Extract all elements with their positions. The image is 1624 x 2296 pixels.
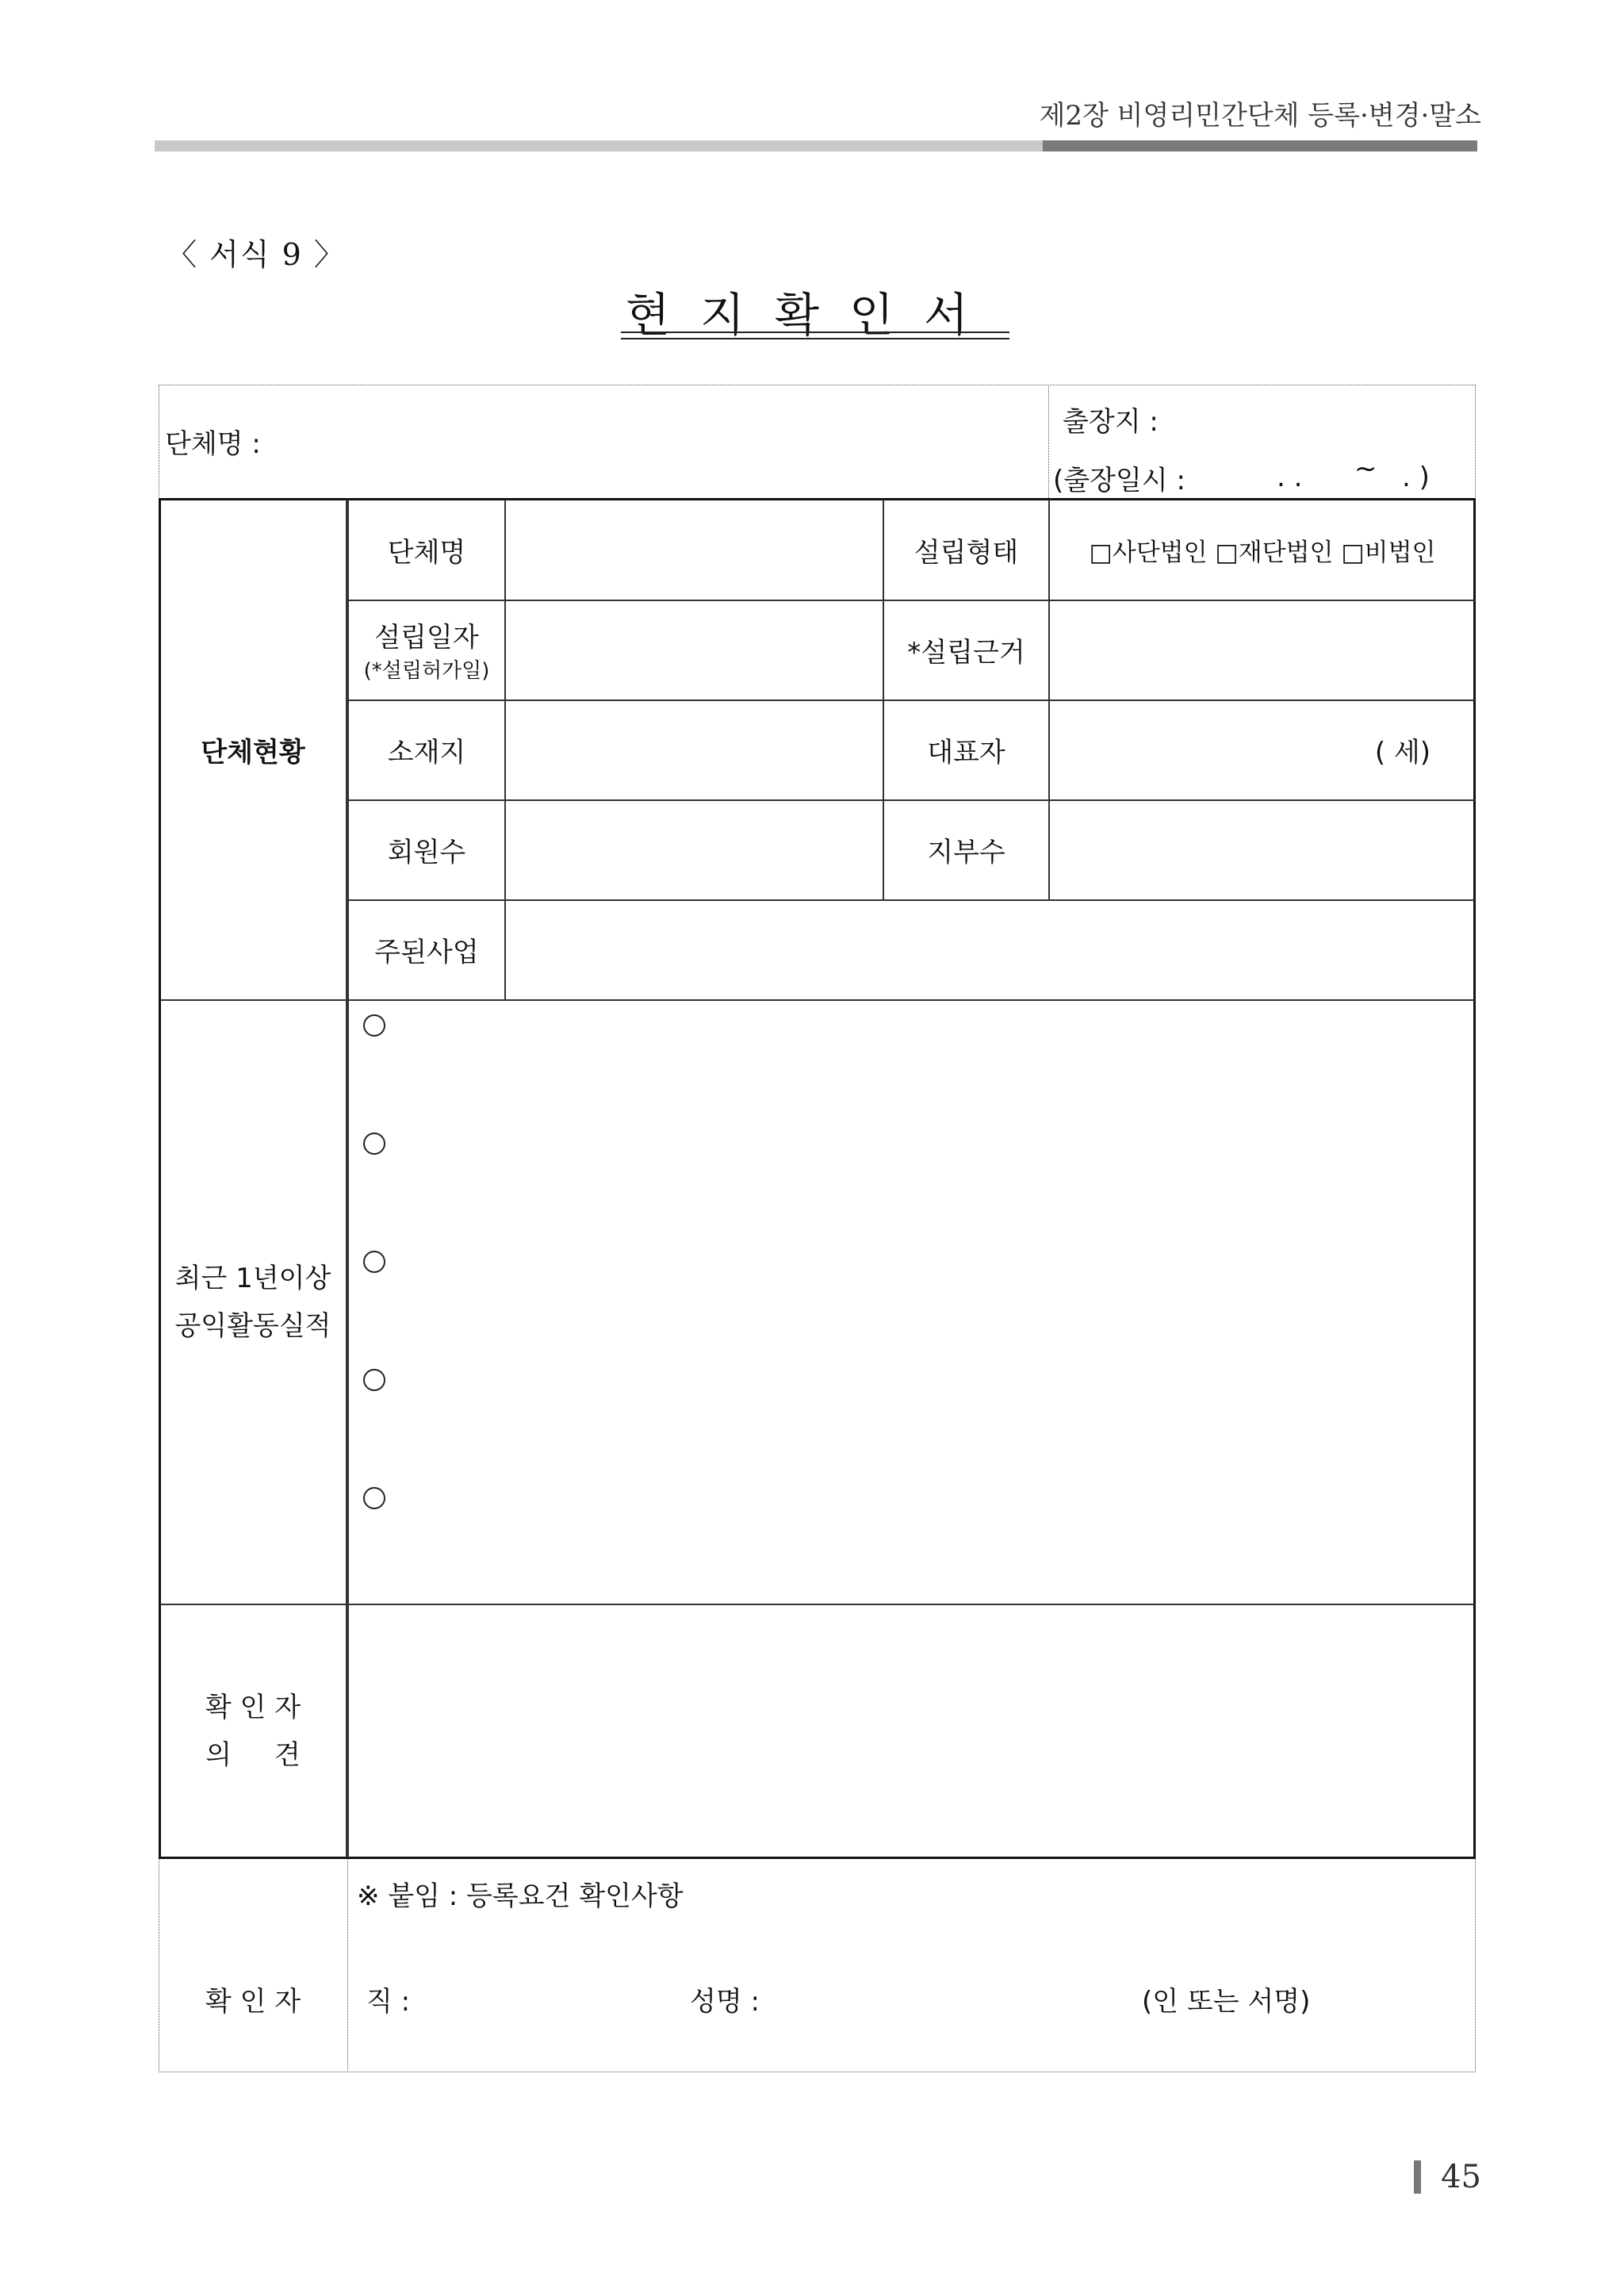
- activity-area[interactable]: [350, 1001, 1475, 1604]
- opinion-section-label: [160, 1605, 346, 1857]
- founding-type-options[interactable]: □사단법인 □재단법인 □비법인: [1089, 538, 1436, 567]
- activity-bullet-3: [363, 1251, 385, 1273]
- representative-age[interactable]: ( 세): [1374, 736, 1431, 769]
- form-label: 〈 서식 9 〉: [167, 237, 346, 272]
- trip-date-tilde: ~: [1354, 453, 1377, 485]
- location-value[interactable]: [506, 700, 883, 799]
- branches-value[interactable]: [1050, 799, 1475, 899]
- page-number-bar: [1414, 2160, 1421, 2194]
- founding-date-value[interactable]: [506, 600, 883, 700]
- founding-date-label: [349, 600, 504, 700]
- founding-date-note: (*설립허가일): [363, 659, 490, 683]
- header-rule-dark: [1043, 140, 1477, 151]
- activity-bullet-4: [363, 1369, 385, 1391]
- activity-label-line2: 공익활동실적: [174, 1310, 331, 1342]
- opinion-label-line2: 의 견: [205, 1739, 301, 1771]
- activity-bullet-2: [363, 1133, 385, 1155]
- founding-type-label: 설립형태: [914, 536, 1019, 569]
- org-name-field[interactable]: 단체명 :: [165, 427, 261, 460]
- founding-basis-label: *설립근거: [907, 636, 1025, 669]
- founding-date-text: 설립일자: [374, 622, 479, 654]
- main-business-label: 주된사업: [374, 936, 479, 968]
- attachment-note: ※ 붙임 : 등록요건 확인사항: [357, 1880, 684, 1912]
- opinion-area[interactable]: [350, 1605, 1475, 1857]
- activity-label-line1: 최근 1년이상: [174, 1263, 331, 1294]
- opinion-label-line1: 확 인 자: [205, 1692, 301, 1723]
- running-header: 제2장 비영리민간단체 등록·변경·말소: [1039, 100, 1481, 132]
- org-name-label: 단체명: [387, 536, 466, 569]
- main-business-value[interactable]: [506, 899, 1475, 999]
- confirmer-label: 확 인 자: [205, 1985, 301, 2018]
- top-row-divider: [1048, 385, 1049, 498]
- founding-basis-value[interactable]: [1050, 600, 1475, 700]
- location-label: 소재지: [387, 736, 466, 769]
- activity-bullet-5: [363, 1487, 385, 1509]
- position-field[interactable]: 직 :: [366, 1985, 411, 2018]
- members-label: 회원수: [387, 836, 466, 868]
- status-section-label: 단체현황: [201, 736, 305, 769]
- activity-section-label: [160, 1001, 346, 1604]
- representative-label: 대표자: [927, 736, 1005, 769]
- trip-date-dots: . .: [1277, 462, 1303, 493]
- name-field[interactable]: 성명 :: [690, 1985, 760, 2018]
- header-rule-light: [155, 140, 1043, 151]
- title-underline: [621, 332, 1009, 333]
- branches-label: 지부수: [927, 836, 1005, 868]
- form-title: 현지확인서: [625, 288, 999, 342]
- activity-bullet-1: [363, 1014, 385, 1037]
- page-number: 45: [1441, 2159, 1481, 2195]
- trip-date-label: (출장일시 :: [1053, 464, 1185, 496]
- trip-date-end: . ): [1402, 462, 1430, 493]
- seal-field[interactable]: (인 또는 서명): [1142, 1985, 1311, 2018]
- org-name-value[interactable]: [506, 500, 883, 600]
- confirmer-divider: [347, 1859, 348, 2072]
- members-value[interactable]: [506, 799, 883, 899]
- trip-place-field[interactable]: 출장지 :: [1063, 405, 1159, 438]
- title-underline-double: [621, 338, 1009, 339]
